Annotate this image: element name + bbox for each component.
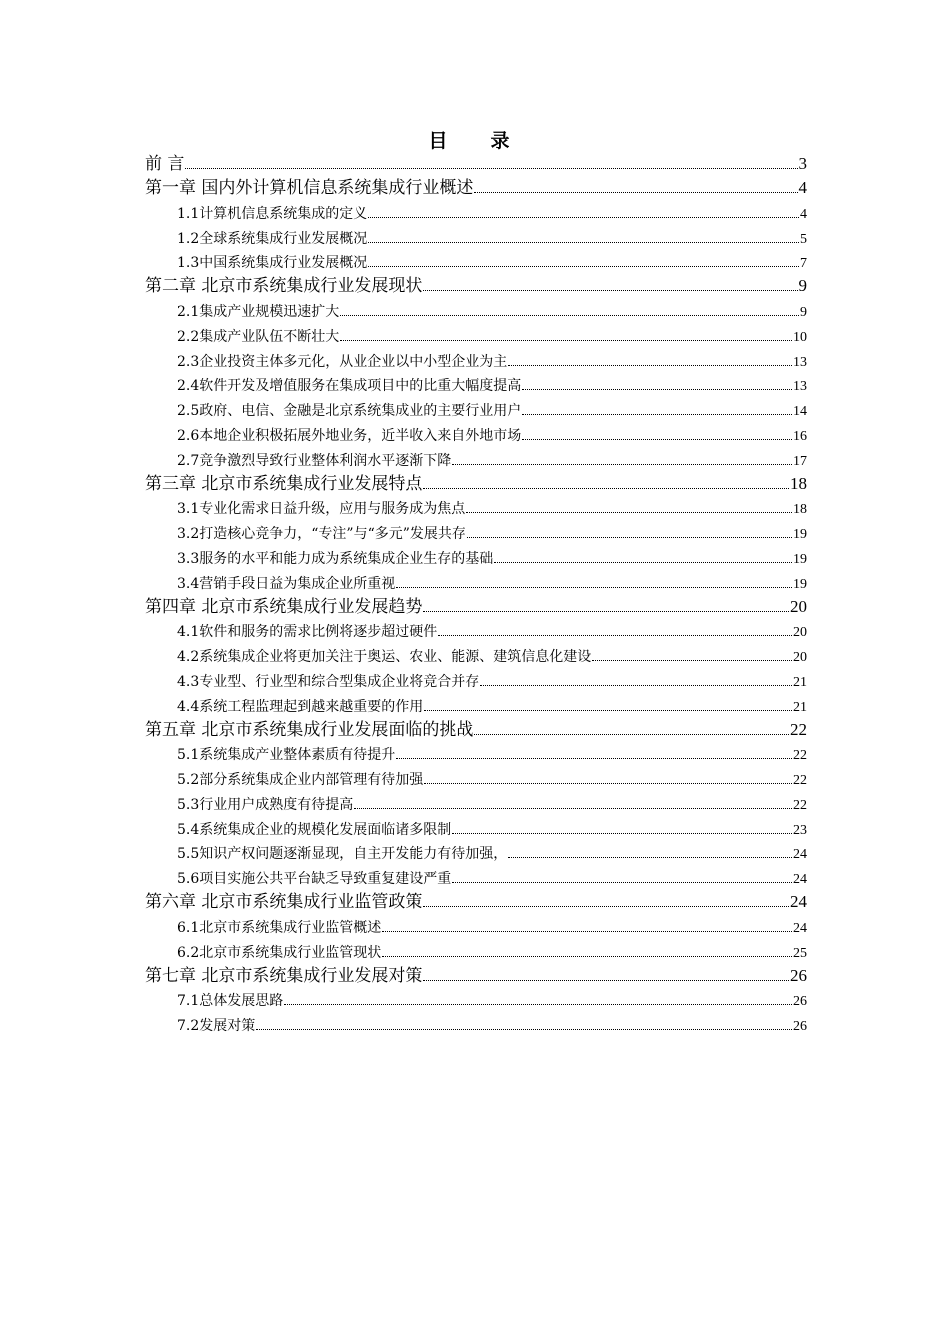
dot-leader (423, 979, 789, 981)
toc-chapter-entry[interactable] (145, 272, 807, 296)
toc-chapter-entry[interactable] (145, 470, 807, 494)
toc-section-entry[interactable] (145, 568, 807, 593)
toc-entry-label: 3.3服务的水平和能力成为系统集成企业生存的基础 (177, 550, 494, 567)
dot-leader (438, 634, 792, 636)
toc-section-entry[interactable] (145, 863, 807, 888)
toc-page-number: 20 (793, 625, 807, 641)
toc-entry-label: 5.3行业用户成熟度有待提高 (177, 796, 354, 813)
toc-entry-label: 6.1北京市系统集成行业监管概述 (177, 919, 382, 936)
dot-leader (340, 314, 799, 316)
dot-leader (396, 586, 792, 588)
toc-entry-label: 5.2部分系统集成企业内部管理有待加强 (177, 772, 424, 788)
toc-page-number: 26 (793, 1019, 807, 1034)
toc-section-entry[interactable] (145, 248, 807, 273)
toc-page-number: 18 (790, 473, 807, 493)
toc-page-number: 25 (793, 945, 807, 961)
dot-leader (508, 364, 792, 366)
toc-page-number: 9 (800, 305, 807, 320)
toc-entry-label: 第七章 北京市系统集成行业发展对策 (145, 965, 423, 986)
toc-chapter-entry[interactable] (145, 593, 807, 617)
toc-entry-label: 4.3专业型、行业型和综合型集成企业将竞合并存 (177, 673, 480, 690)
toc-page-number: 26 (790, 965, 807, 985)
toc-page-number: 3 (798, 154, 807, 173)
dot-leader (466, 511, 792, 513)
toc-section-entry[interactable] (145, 1010, 807, 1035)
dot-leader (494, 561, 792, 563)
toc-chapter-entry[interactable] (145, 174, 807, 198)
toc-section-entry[interactable] (145, 986, 807, 1011)
toc-page-number: 24 (793, 847, 807, 863)
toc-entry-label: 2.4软件开发及增值服务在集成项目中的比重大幅度提高 (177, 378, 522, 395)
toc-page-number: 23 (793, 822, 807, 838)
toc-page-number: 22 (793, 748, 807, 764)
toc-page-number: 22 (793, 773, 807, 788)
toc-entry-label: 4.4系统工程监理起到越来越重要的作用 (177, 698, 424, 715)
dot-leader (592, 659, 792, 661)
toc-section-entry[interactable] (145, 617, 807, 642)
toc-section-entry[interactable] (145, 494, 807, 519)
toc-page-number: 5 (800, 231, 807, 247)
toc-entry-label: 2.2集成产业队伍不断壮大 (177, 328, 340, 345)
toc-entry-label: 4.2系统集成企业将更加关注于奥运、农业、能源、建筑信息化建设 (177, 649, 592, 665)
dot-leader (474, 191, 797, 193)
toc-list (145, 150, 807, 1035)
toc-entry-label: 2.1集成产业规模迅速扩大 (177, 304, 340, 320)
dot-leader (522, 413, 792, 415)
toc-entry-label: 1.3中国系统集成行业发展概况 (177, 255, 368, 272)
toc-entry-label: 第一章 国内外计算机信息系统集成行业概述 (145, 178, 474, 198)
toc-page-number: 22 (793, 797, 807, 813)
toc-entry-label: 1.2全球系统集成行业发展概况 (177, 230, 368, 247)
toc-section-entry[interactable] (145, 666, 807, 691)
toc-section-entry[interactable] (145, 912, 807, 937)
toc-page-number: 21 (793, 699, 807, 715)
toc-entry-label: 5.6项目实施公共平台缺乏导致重复建设严重 (177, 871, 452, 887)
toc-page-number: 19 (793, 527, 807, 542)
dot-leader (396, 757, 792, 759)
toc-entry-label: 4.1软件和服务的需求比例将逐步超过硬件 (177, 624, 438, 641)
dot-leader (256, 1028, 792, 1030)
dot-leader (474, 733, 789, 735)
toc-section-entry[interactable] (145, 740, 807, 765)
toc-section-entry[interactable] (145, 543, 807, 568)
dot-leader (382, 930, 792, 932)
dot-leader (480, 684, 792, 686)
toc-section-entry[interactable] (145, 764, 807, 789)
dot-leader (452, 463, 792, 465)
toc-section-entry[interactable] (145, 789, 807, 814)
dot-leader (423, 289, 797, 291)
toc-page-number: 4 (798, 178, 807, 197)
toc-entry-label: 5.5知识产权问题逐渐显现，自主开发能力有待加强， (177, 846, 508, 863)
toc-page-number: 24 (793, 920, 807, 936)
toc-section-entry[interactable] (145, 223, 807, 248)
toc-section-entry[interactable] (145, 371, 807, 396)
dot-leader (284, 1003, 792, 1005)
toc-entry-label: 7.1总体发展思路 (177, 993, 284, 1010)
toc-page-number: 14 (793, 404, 807, 419)
toc-entry-label: 3.1专业化需求日益升级，应用与服务成为焦点 (177, 501, 466, 518)
toc-page-number: 19 (793, 551, 807, 567)
toc-section-entry[interactable] (145, 321, 807, 346)
toc-entry-label: 2.6本地企业积极拓展外地业务，近半收入来自外地市场 (177, 427, 522, 444)
toc-page-number: 19 (793, 576, 807, 592)
toc-page-number: 17 (793, 453, 807, 469)
toc-entry-label: 6.2北京市系统集成行业监管现状 (177, 944, 382, 961)
dot-leader (522, 438, 792, 440)
dot-leader (354, 807, 792, 809)
toc-page-number: 13 (793, 354, 807, 370)
toc-chapter-entry[interactable] (145, 150, 807, 174)
toc-entry-label: 3.4营销手段日益为集成企业所重视 (177, 575, 396, 592)
toc-entry-label: 5.4系统集成企业的规模化发展面临诸多限制 (177, 821, 452, 838)
toc-page-number: 21 (793, 674, 807, 690)
toc-section-entry[interactable] (145, 296, 807, 321)
toc-chapter-entry[interactable] (145, 888, 807, 912)
dot-leader (423, 610, 789, 612)
toc-page-number: 10 (793, 329, 807, 345)
toc-entry-label: 2.5政府、电信、金融是北京系统集成业的主要行业用户 (177, 403, 522, 419)
dot-leader (423, 487, 789, 489)
toc-entry-label: 2.7竞争激烈导致行业整体利润水平逐渐下降 (177, 452, 452, 469)
dot-leader (382, 955, 792, 957)
dot-leader (452, 832, 792, 834)
toc-entry-label: 第四章 北京市系统集成行业发展趋势 (145, 596, 423, 617)
toc-section-entry[interactable] (145, 445, 807, 470)
toc-section-entry[interactable] (145, 641, 807, 666)
toc-section-entry[interactable] (145, 395, 807, 420)
toc-entry-label: 第六章 北京市系统集成行业监管政策 (145, 892, 423, 912)
dot-leader (368, 265, 799, 267)
toc-entry-label: 前 言 (145, 154, 185, 174)
toc-entry-label: 1.1计算机信息系统集成的定义 (177, 205, 368, 222)
dot-leader (452, 881, 792, 883)
toc-page-number: 22 (790, 719, 807, 739)
toc-entry-label: 3.2打造核心竞争力，“专注”与“多元”发展共存 (177, 526, 466, 542)
toc-page-number: 13 (793, 379, 807, 395)
toc-section-entry[interactable] (145, 937, 807, 962)
toc-section-entry[interactable] (145, 346, 807, 371)
toc-page-number: 7 (800, 256, 807, 272)
toc-section-entry[interactable] (145, 198, 807, 223)
dot-leader (368, 241, 799, 243)
toc-section-entry[interactable] (145, 420, 807, 445)
dot-leader (522, 388, 792, 390)
toc-page-number: 24 (790, 892, 807, 911)
dot-leader (424, 782, 792, 784)
toc-page-number: 18 (793, 502, 807, 518)
dot-leader (340, 339, 792, 341)
toc-page-number: 4 (800, 206, 807, 222)
toc-entry-label: 7.2发展对策 (177, 1018, 256, 1034)
toc-entry-label: 第五章 北京市系统集成行业发展面临的挑战 (145, 719, 474, 740)
dot-leader (423, 905, 789, 907)
toc-entry-label: 第三章 北京市系统集成行业发展特点 (145, 473, 423, 494)
dot-leader (185, 167, 797, 169)
dot-leader (508, 856, 792, 858)
dot-leader (368, 216, 799, 218)
toc-section-entry[interactable] (145, 814, 807, 839)
dot-leader (424, 709, 792, 711)
toc-chapter-entry[interactable] (145, 716, 807, 740)
toc-section-entry[interactable] (145, 691, 807, 716)
toc-section-entry[interactable] (145, 518, 807, 543)
toc-title: 目 录 (428, 130, 522, 152)
toc-page-number: 20 (793, 650, 807, 665)
toc-entry-label: 2.3企业投资主体多元化，从业企业以中小型企业为主 (177, 353, 508, 370)
toc-entry-label: 5.1系统集成产业整体素质有待提升 (177, 747, 396, 764)
toc-page-number: 20 (790, 596, 807, 616)
toc-page-number: 16 (793, 428, 807, 444)
toc-section-entry[interactable] (145, 839, 807, 864)
toc-entry-label: 第二章 北京市系统集成行业发展现状 (145, 276, 423, 297)
toc-page-number: 24 (793, 872, 807, 887)
dot-leader (467, 536, 792, 538)
toc-chapter-entry[interactable] (145, 962, 807, 986)
toc-page-number: 9 (798, 276, 807, 296)
toc-page-number: 26 (793, 994, 807, 1010)
